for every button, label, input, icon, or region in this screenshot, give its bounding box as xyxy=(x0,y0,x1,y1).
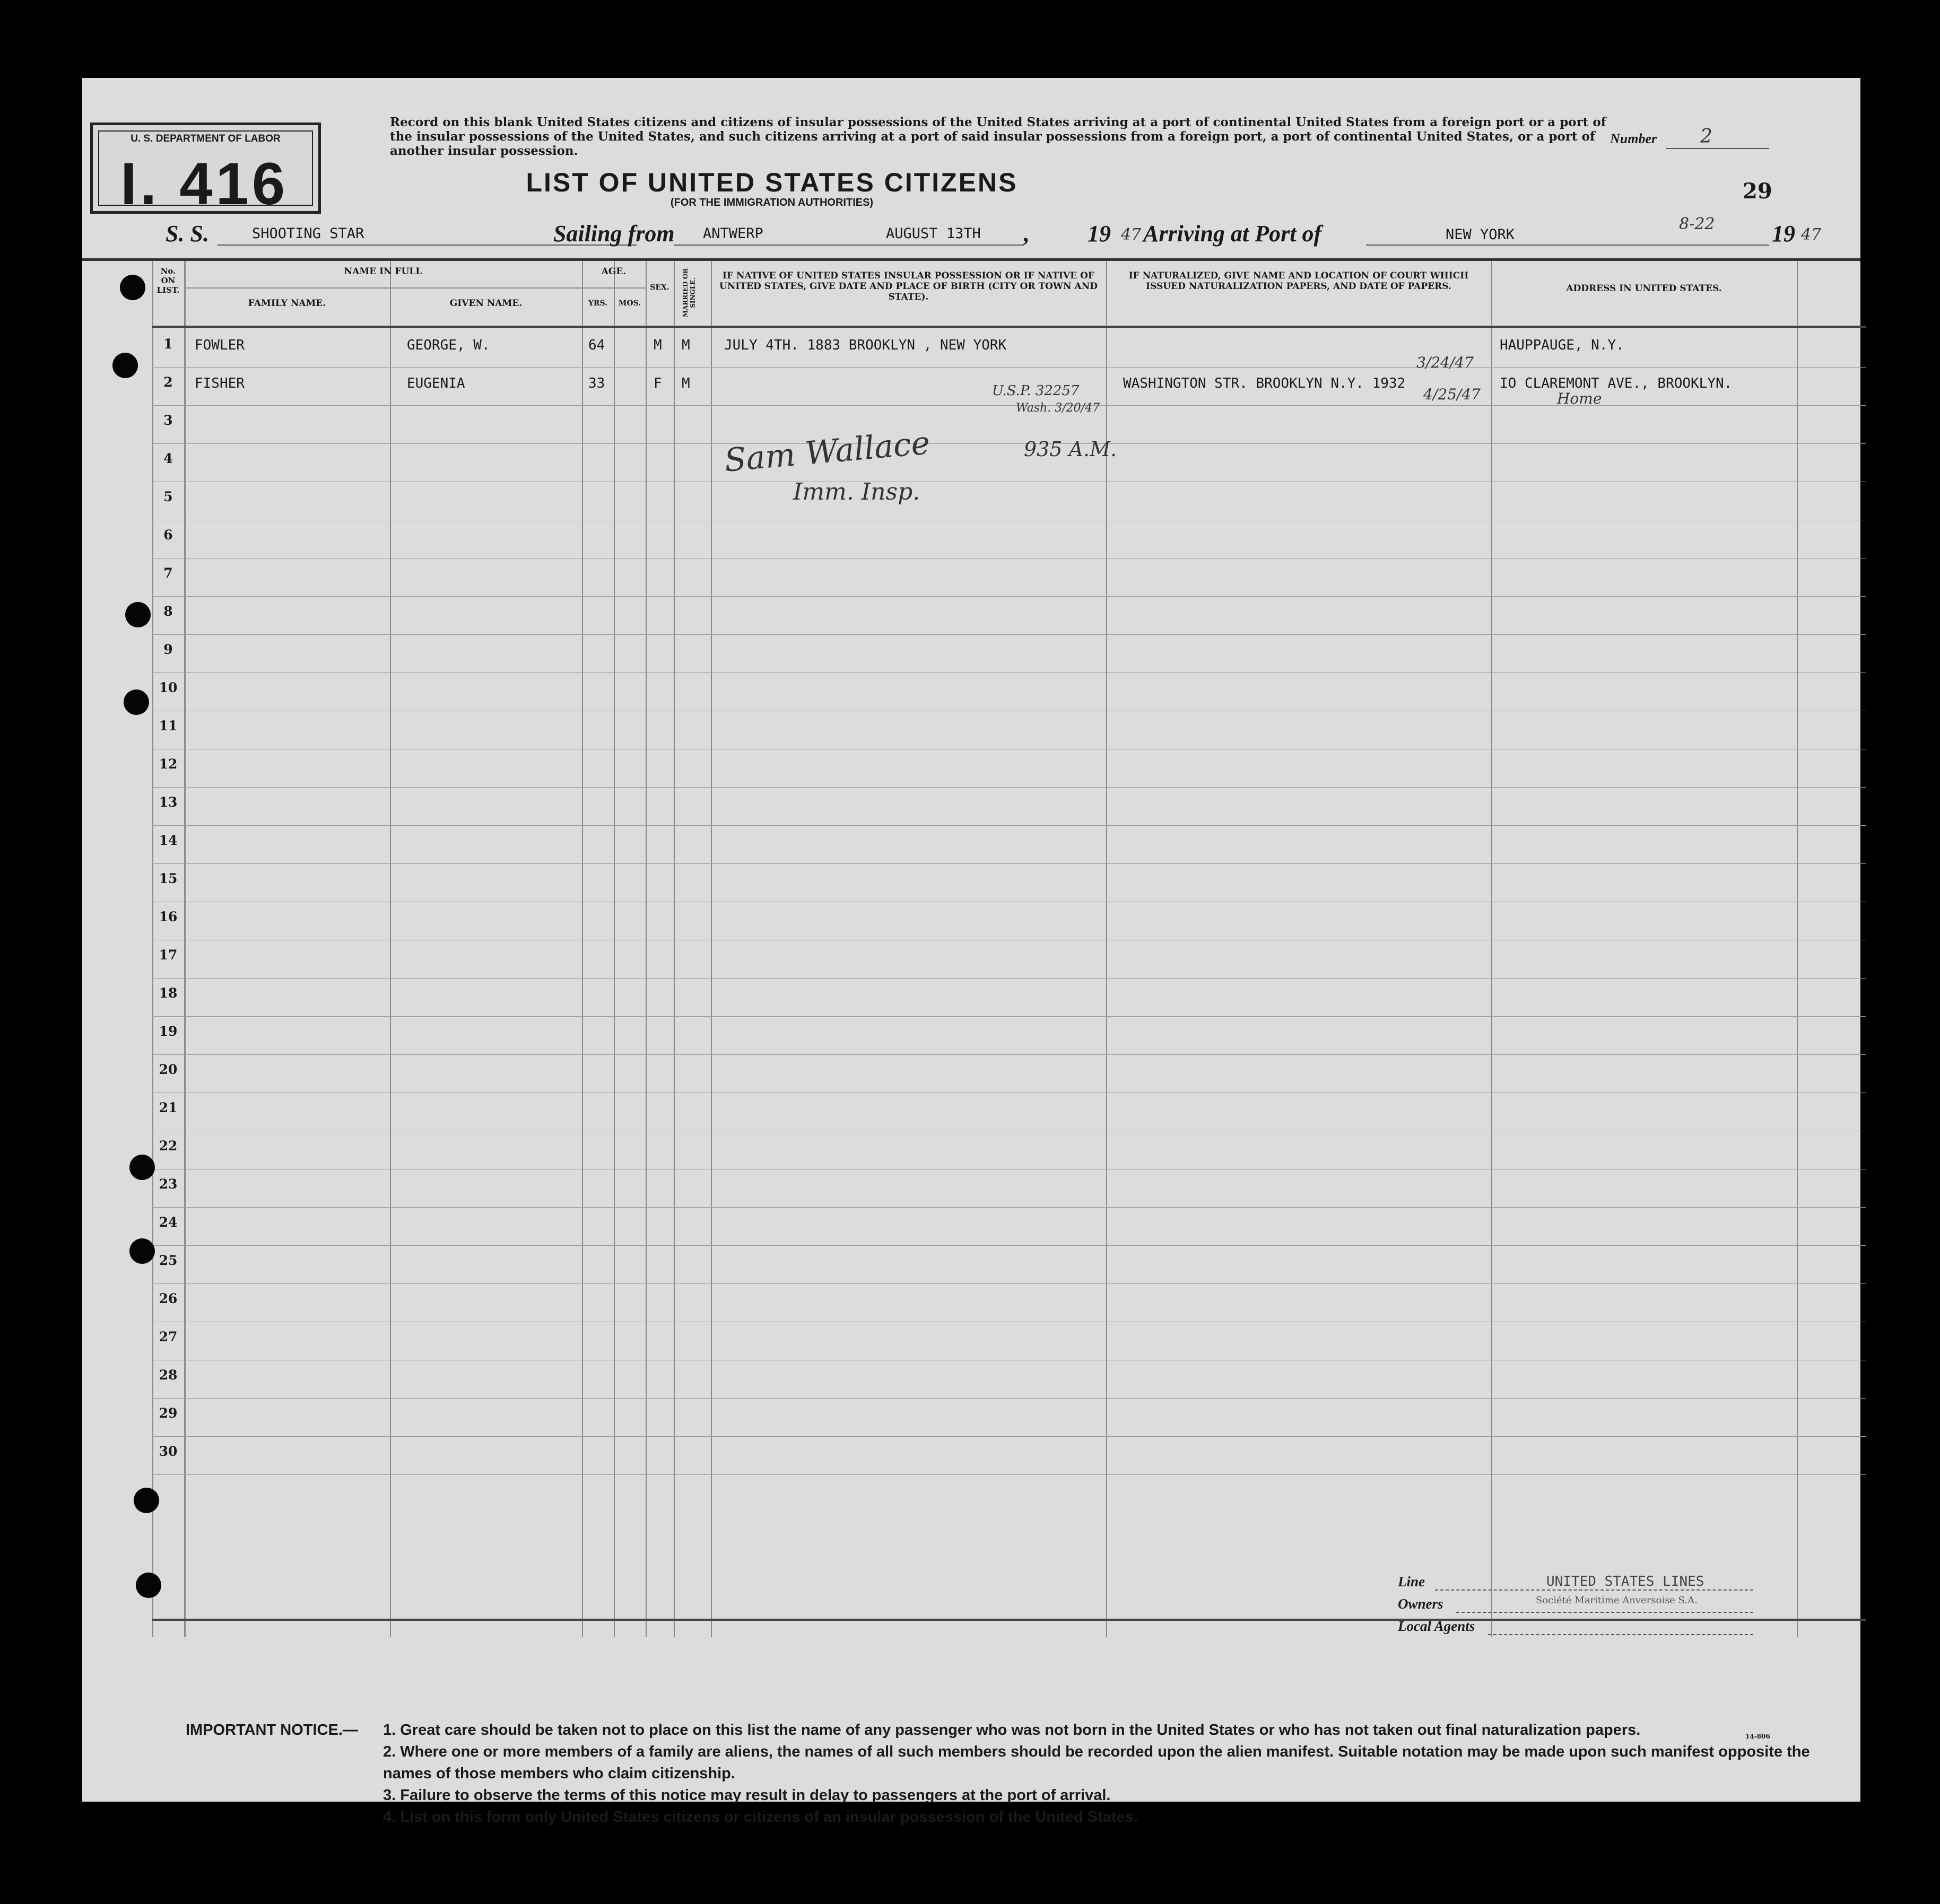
notice-item: 2. Where one or more members of a family are aliens, the names of all such members should be recorded upon the alien manifest. Suitable notation may be made upon such manifest opposite the names of those members who claim citizenship. xyxy=(383,1743,1810,1782)
punch-hole xyxy=(124,689,149,715)
header-married: MARRIED OR SINGLE. xyxy=(682,268,697,318)
header-no: No. ON LIST. xyxy=(156,266,180,295)
year-prefix-to: 19 xyxy=(1772,221,1795,247)
cell-family: FISHER xyxy=(195,375,245,391)
header-name-in-full: NAME IN FULL xyxy=(344,266,422,277)
arriving-label: Arriving at Port of xyxy=(1143,221,1322,247)
row-number: 12 xyxy=(159,756,178,772)
row-number: 7 xyxy=(163,565,173,581)
cell-yrs: 64 xyxy=(588,337,605,353)
page-number: 29 xyxy=(1743,179,1772,204)
row-number: 27 xyxy=(159,1329,178,1344)
cell-married: M xyxy=(682,337,690,353)
row-number: 14 xyxy=(159,833,178,848)
row-number: 13 xyxy=(159,794,178,810)
row-number: 15 xyxy=(159,871,178,886)
cell-given: GEORGE, W. xyxy=(407,337,490,353)
sailing-year: 47 xyxy=(1121,225,1142,244)
row-number: 9 xyxy=(163,642,173,657)
header-given-name: GIVEN NAME. xyxy=(449,298,523,309)
document-subtitle: (FOR THE IMMIGRATION AUTHORITIES) xyxy=(670,197,874,208)
cell-address: IO CLAREMONT AVE., BROOKLYN. xyxy=(1500,375,1733,391)
header-sex: SEX. xyxy=(650,283,669,292)
cell-family: FOWLER xyxy=(195,337,245,353)
passenger-table xyxy=(152,261,1866,1637)
ship-name: SHOOTING STAR xyxy=(252,225,364,242)
header-age: AGE. xyxy=(601,266,627,277)
punch-hole xyxy=(134,1488,159,1513)
line-label: Line xyxy=(1398,1574,1425,1589)
row-number: 24 xyxy=(159,1215,178,1230)
row-number: 5 xyxy=(163,489,173,504)
annotation-date-1: 3/24/47 xyxy=(1416,354,1474,371)
form-number: I. 416 xyxy=(120,151,289,217)
cell-given: EUGENIA xyxy=(407,375,465,391)
annotation-time: 935 A.M. xyxy=(1024,438,1117,461)
header-family-name: FAMILY NAME. xyxy=(248,298,326,309)
inspector-signature: Sam Wallace xyxy=(723,424,932,479)
row-number: 4 xyxy=(163,451,173,466)
row-number: 23 xyxy=(159,1176,178,1192)
row-number: 6 xyxy=(163,527,173,543)
document-title: LIST OF UNITED STATES CITIZENS xyxy=(526,168,1018,197)
number-label: Number xyxy=(1610,131,1657,146)
record-instructions: Record on this blank United States citizens and citizens of insular possessions of the United States arriving at a port of continental United States from a foreign port or a port of the insular possessions of the United States, and such citizens arriving at a port of said insular possessions from a foreign port, a port of continental United States, or a port of another insular possession. xyxy=(390,115,1606,158)
owners-stamp: Société Maritime Anversoise S.A. xyxy=(1536,1595,1698,1606)
row-number: 25 xyxy=(159,1253,178,1268)
cell-native: JULY 4TH. 1883 BROOKLYN , NEW YORK xyxy=(724,337,1007,353)
row-number: 8 xyxy=(163,604,173,619)
port-to: NEW YORK xyxy=(1446,226,1515,243)
header-native: IF NATIVE OF UNITED STATES INSULAR POSSESSION OR IF NATIVE OF UNITED STATES, GIVE DATE AND PLACE OF BIRTH (CITY OR TOWN AND STATE). xyxy=(719,270,1098,302)
local-agents-label: Local Agents xyxy=(1398,1618,1475,1634)
port-from: ANTWERP xyxy=(703,225,763,242)
inspector-title: Imm. Insp. xyxy=(793,478,920,505)
arrival-date: 8-22 xyxy=(1679,215,1715,233)
annotation-wash: Wash. 3/20/47 xyxy=(1016,401,1100,415)
important-notice xyxy=(186,1719,1830,1828)
cell-naturalized: WASHINGTON STR. BROOKLYN N.Y. 1932 xyxy=(1123,375,1406,391)
annotation-passport: U.S.P. 32257 xyxy=(992,383,1080,399)
notice-item: 3. Failure to observe the terms of this notice may result in delay to passengers at the port of arrival. xyxy=(383,1787,1111,1804)
header-address: ADDRESS IN UNITED STATES. xyxy=(1566,283,1722,294)
header-mos: MOS. xyxy=(618,299,641,308)
form-stamp xyxy=(90,123,321,217)
notice-item: 1. Great care should be taken not to place on this list the name of any passenger who was not born in the United States or who has not taken out final naturalization papers. xyxy=(383,1722,1641,1739)
row-number: 3 xyxy=(163,413,173,428)
line-stamp: UNITED STATES LINES xyxy=(1546,1574,1704,1589)
form-code: 14-806 xyxy=(1745,1733,1770,1740)
cell-married: M xyxy=(682,375,690,391)
row-number: 28 xyxy=(159,1367,178,1383)
row-number: 20 xyxy=(159,1062,178,1077)
notice-label: IMPORTANT NOTICE.— xyxy=(186,1722,358,1739)
sailing-label: Sailing from xyxy=(553,221,675,247)
row-number: 19 xyxy=(159,1024,178,1039)
annotation-home: Home xyxy=(1557,390,1602,407)
owners-label: Owners xyxy=(1398,1596,1443,1612)
cell-address: HAUPPAUGE, N.Y. xyxy=(1500,337,1624,353)
punch-hole xyxy=(125,602,151,627)
cell-sex: F xyxy=(654,375,662,391)
manifest-sheet: U. S. DEPARTMENT OF LABOR I. 416 Record on this blank United States citizens and citizens of insular possessions of the United States arriving at a port of continental United States from a foreign port or a port of the insular possessions of the United States, and such citizens arriving at a port of said insular possessions from a foreign port, a port of continental United States, or a port of another insular possession. Number 2 29 LIST OF UNITED STATES CITIZENS (FOR THE IMMIGRATION AUTHORITIES) S. S. SHOOTING STAR Sailing from ANTWERP AUGUST 13TH , 19 47 Arriving at Port of NEW YORK 8-22 19 47 No. ON LIST. NAME IN FULL FAMILY NAME. GIVEN NAME. AGE. YRS. MOS. SEX. MARRIED OR SINGLE. IF NATIVE OF UNITED STATES INSULAR POSSESSION OR IF NATIVE OF UNITED STATES, GIVE DATE AND PLACE OF BIRTH (CITY OR TOWN AND STATE). IF NATURALIZED, GIVE NAME AND LOCATION OF COURT WHICH ISSUED NATURALIZATION PAPERS, AND DATE OF PAPERS. ADDRESS IN UNITED STATES. 1 2 3 4 5 6 7 8 9 10 11 12 13 14 15 16 17 18 19 20 21 22 23 24 25 26 27 28 29 30 FOWLER GEORGE, W. 64 M M JULY 4TH. 1883 BROOKLYN , NEW YORK HAUPPAUGE, N.Y. FISHER EUGENIA 33 F M WASHINGTON STR. BROOKLYN N.Y. 1932 IO CLAREMONT AVE., BROOKLYN. 3/24/47 4/25/47 U.S.P. 32257 Wash. 3/20/47 Home 935 A.M. Sam Wallace Imm. Insp. Line UNITED STATES LINES Owners Société Maritime Anversoise S.A. Local Agents IMPORTANT NOTICE.— 1. Great care should be taken not to place on this list the name of any passenger who was not born in the United States or who has not taken out final naturalization papers. 2. Where one or more members of a family are aliens, the names of all such members should be recorded upon the alien manifest. Suitable notation may be made upon such manifest opposite the names of those members who claim citizenship. 3. Failure to observe the terms of this notice may result in delay to passengers at the port of arrival. 4. List on this form only United States citizens or citizens of an insular possession of the United States. 14-806 xyxy=(82,78,1860,1802)
row-number: 17 xyxy=(159,947,178,963)
punch-hole xyxy=(129,1238,155,1264)
cell-yrs: 33 xyxy=(588,375,605,391)
row-number: 22 xyxy=(159,1138,178,1154)
sailing-date: AUGUST 13TH xyxy=(886,225,981,242)
arrival-year: 47 xyxy=(1801,225,1822,244)
row-number: 18 xyxy=(159,985,178,1001)
header-yrs: YRS. xyxy=(588,299,608,308)
punch-hole xyxy=(112,353,138,378)
row-number: 26 xyxy=(159,1291,178,1306)
row-number: 1 xyxy=(163,336,173,352)
row-number: 10 xyxy=(159,680,178,695)
ss-label: S. S. xyxy=(166,221,209,247)
notice-item: 4. List on this form only United States citizens or citizens of an insular possession of the United States. xyxy=(383,1809,1138,1826)
row-number: 30 xyxy=(159,1444,178,1459)
annotation-date-2: 4/25/47 xyxy=(1423,386,1481,403)
cell-sex: M xyxy=(654,337,662,353)
punch-hole xyxy=(120,275,145,300)
row-number: 21 xyxy=(159,1100,178,1115)
punch-hole xyxy=(129,1155,155,1180)
row-number: 16 xyxy=(159,909,178,924)
year-prefix-from: 19 xyxy=(1088,221,1111,247)
row-number: 29 xyxy=(159,1405,178,1421)
row-number: 11 xyxy=(159,718,178,733)
list-number: 2 xyxy=(1700,126,1712,147)
header-naturalized: IF NATURALIZED, GIVE NAME AND LOCATION OF COURT WHICH ISSUED NATURALIZATION PAPERS, AND DATE OF PAPERS. xyxy=(1128,270,1469,292)
row-number: 2 xyxy=(163,374,173,390)
stamp-department: U. S. DEPARTMENT OF LABOR xyxy=(131,133,281,144)
punch-hole xyxy=(136,1573,161,1598)
